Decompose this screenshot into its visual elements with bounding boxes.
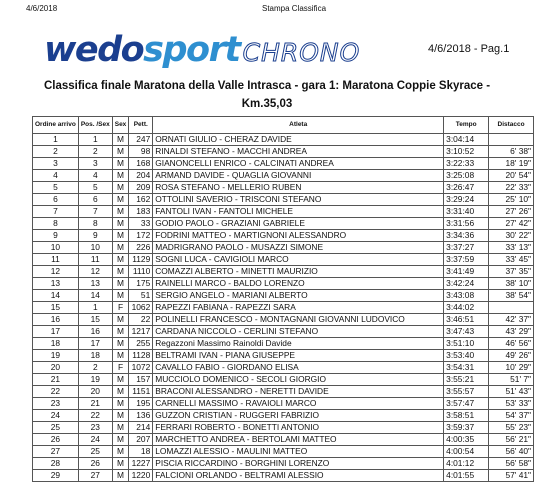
cell-pos-sex: 27 xyxy=(78,470,112,482)
cell-order: 14 xyxy=(33,290,79,302)
table-row xyxy=(33,278,534,290)
cell-gap: 22' 33" xyxy=(489,182,534,194)
print-date: 4/6/2018 xyxy=(26,4,58,13)
cell-bib: 22 xyxy=(129,314,153,326)
cell-sex: M xyxy=(112,266,129,278)
cell-time: 3:10:52 xyxy=(444,146,489,158)
cell-pos-sex: 15 xyxy=(78,314,112,326)
cell-order: 19 xyxy=(33,350,79,362)
cell-bib: 157 xyxy=(129,374,153,386)
cell-gap xyxy=(489,134,534,146)
cell-pos-sex: 17 xyxy=(78,338,112,350)
cell-bib: 1062 xyxy=(129,302,153,314)
cell-athlete: Regazzoni Massimo Rainoldi Davide xyxy=(153,338,444,350)
cell-order: 10 xyxy=(33,242,79,254)
cell-sex: M xyxy=(112,326,129,338)
cell-time: 3:37:27 xyxy=(444,242,489,254)
cell-order: 4 xyxy=(33,170,79,182)
cell-sex: M xyxy=(112,254,129,266)
cell-time: 4:01:55 xyxy=(444,470,489,482)
cell-athlete: LOMAZZI ALESSIO - MAULINI MATTEO xyxy=(153,446,444,458)
cell-gap: 43' 29" xyxy=(489,326,534,338)
cell-pos-sex: 6 xyxy=(78,194,112,206)
cell-time: 4:01:12 xyxy=(444,458,489,470)
col-header-bib: Pett. xyxy=(129,117,153,134)
cell-bib: 33 xyxy=(129,218,153,230)
cell-order: 11 xyxy=(33,254,79,266)
cell-sex: M xyxy=(112,170,129,182)
col-header-time: Tempo xyxy=(444,117,489,134)
cell-pos-sex: 20 xyxy=(78,386,112,398)
cell-athlete: MARCHETTO ANDREA - BERTOLAMI MATTEO xyxy=(153,434,444,446)
cell-pos-sex: 23 xyxy=(78,422,112,434)
cell-sex: M xyxy=(112,278,129,290)
cell-sex: M xyxy=(112,134,129,146)
table-row xyxy=(33,434,534,446)
cell-pos-sex: 10 xyxy=(78,242,112,254)
cell-gap: 38' 54" xyxy=(489,290,534,302)
cell-time: 3:29:24 xyxy=(444,194,489,206)
table-row xyxy=(33,158,534,170)
table-row xyxy=(33,362,534,374)
cell-pos-sex: 24 xyxy=(78,434,112,446)
table-row xyxy=(33,458,534,470)
cell-sex: M xyxy=(112,206,129,218)
cell-athlete: SOGNI LUCA - CAVIGIOLI MARCO xyxy=(153,254,444,266)
cell-pos-sex: 5 xyxy=(78,182,112,194)
cell-athlete: MADRIGRANO PAOLO - MUSAZZI SIMONE xyxy=(153,242,444,254)
cell-time: 3:46:51 xyxy=(444,314,489,326)
cell-sex: M xyxy=(112,314,129,326)
cell-order: 28 xyxy=(33,458,79,470)
cell-bib: 136 xyxy=(129,410,153,422)
cell-sex: F xyxy=(112,302,129,314)
cell-gap xyxy=(489,302,534,314)
cell-time: 3:31:40 xyxy=(444,206,489,218)
col-header-sex: Sex xyxy=(112,117,129,134)
cell-bib: 175 xyxy=(129,278,153,290)
cell-order: 3 xyxy=(33,158,79,170)
cell-order: 18 xyxy=(33,338,79,350)
cell-bib: 168 xyxy=(129,158,153,170)
table-row xyxy=(33,206,534,218)
page-info: 4/6/2018 - Pag.1 xyxy=(428,43,510,55)
cell-pos-sex: 22 xyxy=(78,410,112,422)
cell-gap: 51' 43" xyxy=(489,386,534,398)
cell-time: 3:57:47 xyxy=(444,398,489,410)
cell-order: 24 xyxy=(33,410,79,422)
wedosport-chrono-logo xyxy=(44,30,360,70)
cell-order: 1 xyxy=(33,134,79,146)
table-row xyxy=(33,134,534,146)
cell-time: 3:55:21 xyxy=(444,374,489,386)
cell-sex: M xyxy=(112,230,129,242)
cell-pos-sex: 26 xyxy=(78,458,112,470)
cell-pos-sex: 9 xyxy=(78,230,112,242)
cell-time: 3:31:56 xyxy=(444,218,489,230)
cell-pos-sex: 7 xyxy=(78,206,112,218)
cell-order: 21 xyxy=(33,374,79,386)
cell-sex: M xyxy=(112,218,129,230)
table-row xyxy=(33,374,534,386)
table-row xyxy=(33,398,534,410)
cell-sex: M xyxy=(112,422,129,434)
cell-athlete: COMAZZI ALBERTO - MINETTI MAURIZIO xyxy=(153,266,444,278)
cell-time: 3:34:36 xyxy=(444,230,489,242)
cell-sex: M xyxy=(112,410,129,422)
table-row xyxy=(33,386,534,398)
cell-pos-sex: 16 xyxy=(78,326,112,338)
cell-athlete: FALCIONI ORLANDO - BELTRAMI ALESSIO xyxy=(153,470,444,482)
cell-order: 25 xyxy=(33,422,79,434)
cell-time: 3:42:24 xyxy=(444,278,489,290)
cell-sex: M xyxy=(112,458,129,470)
cell-sex: M xyxy=(112,182,129,194)
cell-athlete: RAPEZZI FABIANA - RAPEZZI SARA xyxy=(153,302,444,314)
results-table xyxy=(32,116,534,482)
cell-athlete: CARNELLI MASSIMO - RAVAIOLI MARCO xyxy=(153,398,444,410)
table-row xyxy=(33,242,534,254)
cell-gap: 46' 56" xyxy=(489,338,534,350)
cell-sex: M xyxy=(112,470,129,482)
cell-bib: 1128 xyxy=(129,350,153,362)
cell-bib: 207 xyxy=(129,434,153,446)
table-row xyxy=(33,410,534,422)
cell-pos-sex: 11 xyxy=(78,254,112,266)
cell-order: 7 xyxy=(33,206,79,218)
cell-gap: 6' 38" xyxy=(489,146,534,158)
cell-gap: 56' 58" xyxy=(489,458,534,470)
cell-athlete: BRACONI ALESSANDRO - NERETTI DAVIDE xyxy=(153,386,444,398)
cell-gap: 42' 37" xyxy=(489,314,534,326)
col-header-athlete: Atleta xyxy=(153,117,444,134)
cell-sex: M xyxy=(112,446,129,458)
table-row xyxy=(33,230,534,242)
col-header-pos-sex: Pos. /Sex xyxy=(78,117,112,134)
cell-sex: M xyxy=(112,350,129,362)
cell-time: 3:22:33 xyxy=(444,158,489,170)
table-row xyxy=(33,326,534,338)
cell-order: 9 xyxy=(33,230,79,242)
cell-gap: 56' 21" xyxy=(489,434,534,446)
cell-bib: 1227 xyxy=(129,458,153,470)
cell-gap: 55' 23" xyxy=(489,422,534,434)
cell-bib: 195 xyxy=(129,398,153,410)
cell-sex: M xyxy=(112,158,129,170)
cell-sex: M xyxy=(112,386,129,398)
cell-pos-sex: 14 xyxy=(78,290,112,302)
cell-time: 3:37:59 xyxy=(444,254,489,266)
cell-athlete: GIANONCELLI ENRICO - CALCINATI ANDREA xyxy=(153,158,444,170)
table-row xyxy=(33,290,534,302)
cell-bib: 226 xyxy=(129,242,153,254)
cell-order: 27 xyxy=(33,446,79,458)
cell-sex: M xyxy=(112,146,129,158)
cell-pos-sex: 4 xyxy=(78,170,112,182)
cell-athlete: BELTRAMI IVAN - PIANA GIUSEPPE xyxy=(153,350,444,362)
cell-pos-sex: 2 xyxy=(78,362,112,374)
cell-gap: 37' 35" xyxy=(489,266,534,278)
cell-bib: 183 xyxy=(129,206,153,218)
cell-athlete: CAVALLO FABIO - GIORDANO ELISA xyxy=(153,362,444,374)
cell-bib: 162 xyxy=(129,194,153,206)
cell-athlete: POLINELLI FRANCESCO - MONTAGNANI GIOVANNI LUDOVICO xyxy=(153,314,444,326)
cell-bib: 1217 xyxy=(129,326,153,338)
print-title: Stampa Classifica xyxy=(262,4,327,13)
cell-time: 3:55:57 xyxy=(444,386,489,398)
cell-time: 3:25:08 xyxy=(444,170,489,182)
col-header-gap: Distacco xyxy=(489,117,534,134)
cell-pos-sex: 2 xyxy=(78,146,112,158)
table-row xyxy=(33,218,534,230)
cell-athlete: MUCCIOLO DOMENICO - SECOLI GIORGIO xyxy=(153,374,444,386)
cell-order: 26 xyxy=(33,434,79,446)
cell-athlete: SERGIO ANGELO - MARIANI ALBERTO xyxy=(153,290,444,302)
cell-gap: 27' 26" xyxy=(489,206,534,218)
cell-pos-sex: 8 xyxy=(78,218,112,230)
cell-gap: 38' 10" xyxy=(489,278,534,290)
logo-chrono: CHRONO xyxy=(242,38,361,67)
cell-order: 22 xyxy=(33,386,79,398)
cell-athlete: FODRINI MATTEO - MARTIGNONI ALESSANDRO xyxy=(153,230,444,242)
cell-gap: 33' 45" xyxy=(489,254,534,266)
cell-athlete: RAINELLI MARCO - BALDO LORENZO xyxy=(153,278,444,290)
cell-bib: 1072 xyxy=(129,362,153,374)
table-row xyxy=(33,170,534,182)
cell-time: 3:51:10 xyxy=(444,338,489,350)
cell-bib: 1151 xyxy=(129,386,153,398)
cell-pos-sex: 13 xyxy=(78,278,112,290)
cell-pos-sex: 18 xyxy=(78,350,112,362)
table-row xyxy=(33,338,534,350)
col-header-order: Ordine arrivo xyxy=(33,117,79,134)
cell-sex: F xyxy=(112,362,129,374)
cell-athlete: ROSA STEFANO - MELLERIO RUBEN xyxy=(153,182,444,194)
cell-gap: 54' 37" xyxy=(489,410,534,422)
cell-gap: 51' 7" xyxy=(489,374,534,386)
cell-athlete: RINALDI STEFANO - MACCHI ANDREA xyxy=(153,146,444,158)
cell-time: 3:53:40 xyxy=(444,350,489,362)
table-row xyxy=(33,194,534,206)
cell-time: 3:43:08 xyxy=(444,290,489,302)
cell-time: 3:41:49 xyxy=(444,266,489,278)
cell-order: 15 xyxy=(33,302,79,314)
cell-order: 12 xyxy=(33,266,79,278)
cell-order: 20 xyxy=(33,362,79,374)
table-header-row xyxy=(33,117,534,134)
cell-gap: 18' 19" xyxy=(489,158,534,170)
cell-bib: 51 xyxy=(129,290,153,302)
table-row xyxy=(33,146,534,158)
cell-sex: M xyxy=(112,374,129,386)
cell-sex: M xyxy=(112,398,129,410)
cell-sex: M xyxy=(112,290,129,302)
table-row xyxy=(33,470,534,482)
cell-athlete: FANTOLI IVAN - FANTOLI MICHELE xyxy=(153,206,444,218)
cell-pos-sex: 25 xyxy=(78,446,112,458)
cell-bib: 209 xyxy=(129,182,153,194)
cell-pos-sex: 21 xyxy=(78,398,112,410)
cell-time: 3:54:31 xyxy=(444,362,489,374)
cell-gap: 30' 22" xyxy=(489,230,534,242)
table-row xyxy=(33,254,534,266)
cell-bib: 247 xyxy=(129,134,153,146)
table-row xyxy=(33,302,534,314)
table-row xyxy=(33,182,534,194)
cell-pos-sex: 1 xyxy=(78,302,112,314)
cell-order: 17 xyxy=(33,326,79,338)
cell-gap: 27' 42" xyxy=(489,218,534,230)
cell-bib: 255 xyxy=(129,338,153,350)
cell-gap: 49' 26" xyxy=(489,350,534,362)
cell-time: 4:00:54 xyxy=(444,446,489,458)
cell-athlete: GUZZON CRISTIAN - RUGGERI FABRIZIO xyxy=(153,410,444,422)
cell-bib: 172 xyxy=(129,230,153,242)
cell-gap: 25' 10" xyxy=(489,194,534,206)
cell-bib: 214 xyxy=(129,422,153,434)
cell-gap: 20' 54" xyxy=(489,170,534,182)
cell-gap: 57' 41" xyxy=(489,470,534,482)
cell-athlete: ORNATI GIULIO - CHERAZ DAVIDE xyxy=(153,134,444,146)
cell-time: 3:26:47 xyxy=(444,182,489,194)
cell-athlete: GODIO PAOLO - GRAZIANI GABRIELE xyxy=(153,218,444,230)
logo-wedo: wedo xyxy=(44,30,144,70)
cell-order: 13 xyxy=(33,278,79,290)
cell-gap: 53' 33" xyxy=(489,398,534,410)
cell-bib: 18 xyxy=(129,446,153,458)
cell-time: 3:58:51 xyxy=(444,410,489,422)
cell-order: 23 xyxy=(33,398,79,410)
cell-pos-sex: 19 xyxy=(78,374,112,386)
print-header xyxy=(0,2,534,14)
cell-order: 29 xyxy=(33,470,79,482)
table-row xyxy=(33,266,534,278)
cell-sex: M xyxy=(112,242,129,254)
cell-time: 3:04:14 xyxy=(444,134,489,146)
cell-pos-sex: 12 xyxy=(78,266,112,278)
cell-athlete: ARMAND DAVIDE - QUAGLIA GIOVANNI xyxy=(153,170,444,182)
cell-order: 6 xyxy=(33,194,79,206)
cell-bib: 1220 xyxy=(129,470,153,482)
cell-order: 16 xyxy=(33,314,79,326)
table-row xyxy=(33,314,534,326)
cell-bib: 1129 xyxy=(129,254,153,266)
cell-athlete: CARDANA NICCOLO - CERLINI STEFANO xyxy=(153,326,444,338)
cell-gap: 56' 40" xyxy=(489,446,534,458)
cell-sex: M xyxy=(112,434,129,446)
cell-pos-sex: 3 xyxy=(78,158,112,170)
cell-gap: 33' 13" xyxy=(489,242,534,254)
cell-order: 8 xyxy=(33,218,79,230)
cell-gap: 10' 29" xyxy=(489,362,534,374)
table-row xyxy=(33,422,534,434)
table-row xyxy=(33,350,534,362)
cell-order: 2 xyxy=(33,146,79,158)
cell-order: 5 xyxy=(33,182,79,194)
cell-athlete: PISCIA RICCARDINO - BORGHINI LORENZO xyxy=(153,458,444,470)
cell-pos-sex: 1 xyxy=(78,134,112,146)
cell-athlete: OTTOLINI SAVERIO - TRISCONI STEFANO xyxy=(153,194,444,206)
cell-time: 3:44:02 xyxy=(444,302,489,314)
page-title: Classifica finale Maratona della Valle Intrasca - gara 1: Maratona Coppie Skyrace - xyxy=(43,80,491,92)
page-subtitle: Km.35,03 xyxy=(241,98,293,110)
cell-bib: 1110 xyxy=(129,266,153,278)
table-row xyxy=(33,446,534,458)
cell-athlete: FERRARI ROBERTO - BONETTI ANTONIO xyxy=(153,422,444,434)
cell-sex: M xyxy=(112,338,129,350)
cell-time: 4:00:35 xyxy=(444,434,489,446)
logo-sport: sport xyxy=(143,30,240,70)
cell-sex: M xyxy=(112,194,129,206)
cell-bib: 98 xyxy=(129,146,153,158)
cell-bib: 204 xyxy=(129,170,153,182)
cell-time: 3:59:37 xyxy=(444,422,489,434)
cell-time: 3:47:43 xyxy=(444,326,489,338)
